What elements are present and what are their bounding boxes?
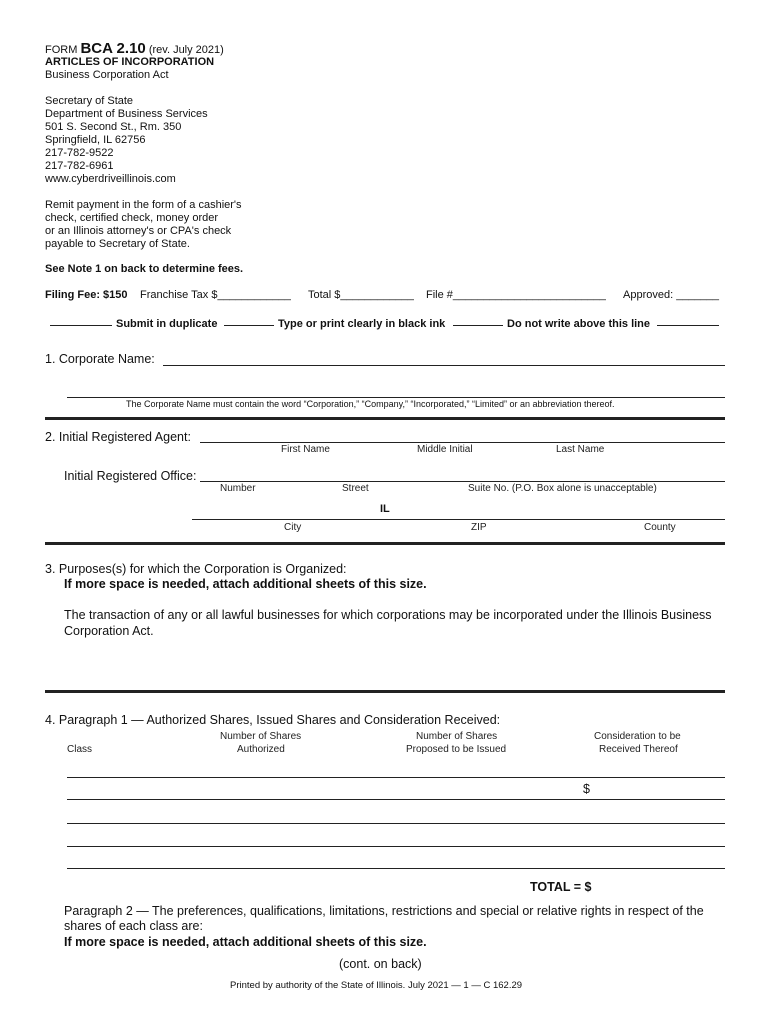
- divider: [224, 325, 274, 326]
- street-caption: Street: [342, 483, 369, 494]
- number-caption: Number: [220, 483, 256, 494]
- form-title: ARTICLES OF INCORPORATION: [45, 56, 215, 68]
- registered-office-label: Initial Registered Office:: [64, 469, 197, 483]
- shares-row-field[interactable]: [67, 823, 725, 824]
- state-value: IL: [380, 503, 390, 515]
- shares-label: 4. Paragraph 1 — Authorized Shares, Issued Shares and Consideration Received:: [45, 713, 501, 727]
- class-column-header: Class: [67, 744, 93, 755]
- corporate-name-note: The Corporate Name must contain the word “Corporation,” “Company,” “Incorporated,” “Limited” or an abbreviation thereof.: [126, 399, 615, 409]
- registered-office-field[interactable]: [200, 481, 725, 482]
- form-id: [45, 40, 224, 57]
- divider: [453, 325, 503, 326]
- registered-agent-label: 2. Initial Registered Agent:: [45, 430, 191, 444]
- corporate-name-field[interactable]: [163, 365, 725, 366]
- address-line: Springfield, IL 62756: [45, 134, 146, 146]
- submit-instruction: Submit in duplicate: [116, 318, 218, 330]
- purpose-text: The transaction of any or all lawful businesses for which corporations may be incorporated under the Illinois Business: [64, 608, 712, 622]
- more-space-note-2: If more space is needed, attach additional sheets of this size.: [64, 935, 427, 949]
- franchise-tax-field[interactable]: Franchise Tax $____________: [140, 289, 291, 301]
- purpose-text: Corporation Act.: [64, 624, 154, 638]
- corporate-name-label: 1. Corporate Name:: [45, 352, 155, 366]
- total-field[interactable]: Total $____________: [308, 289, 414, 301]
- last-name-caption: Last Name: [556, 444, 605, 455]
- total-label: TOTAL = $: [530, 880, 592, 894]
- address-line: 217-782-9522: [45, 147, 114, 159]
- remit-line: check, certified check, money order: [45, 212, 219, 224]
- authorized-column-header: Number of Shares: [220, 731, 302, 742]
- shares-row-field[interactable]: [67, 799, 725, 800]
- suite-caption: Suite No. (P.O. Box alone is unacceptable): [468, 483, 657, 494]
- printed-by-footer: Printed by authority of the State of Illinois. July 2021 — 1 — C 162.29: [230, 980, 523, 991]
- ink-instruction: Type or print clearly in black ink: [278, 318, 446, 330]
- address-line: 501 S. Second St., Rm. 350: [45, 121, 182, 133]
- approved-field[interactable]: Approved: _______: [623, 289, 720, 301]
- county-caption: County: [644, 522, 676, 533]
- zip-caption: ZIP: [471, 522, 487, 533]
- form-prefix: FORM: [45, 44, 78, 56]
- shares-row-field[interactable]: [67, 846, 725, 847]
- purposes-label: 3. Purposes(s) for which the Corporation is Organized:: [45, 562, 347, 576]
- remit-line: or an Illinois attorney's or CPA's check: [45, 225, 232, 237]
- website-link[interactable]: www.cyberdriveillinois.com: [45, 173, 176, 185]
- filing-fee: Filing Fee: $150: [45, 289, 128, 301]
- fee-note: See Note 1 on back to determine fees.: [45, 263, 244, 275]
- paragraph2-text: shares of each class are:: [64, 919, 203, 933]
- registered-agent-field[interactable]: [200, 442, 725, 443]
- section-divider: [45, 542, 725, 545]
- continued-note: (cont. on back): [339, 957, 422, 971]
- corporate-name-field-2[interactable]: [67, 397, 725, 398]
- consideration-column-header-2: Received Thereof: [599, 744, 678, 755]
- form-number: BCA 2.10: [80, 40, 146, 57]
- section-divider: [45, 690, 725, 693]
- section-divider: [45, 417, 725, 420]
- address-line: Department of Business Services: [45, 108, 208, 120]
- issued-column-header-2: Proposed to be Issued: [406, 744, 507, 755]
- divider: [50, 325, 112, 326]
- file-number-field[interactable]: File #_________________________: [426, 289, 606, 301]
- city-zip-county-field[interactable]: [192, 519, 725, 520]
- shares-row-field[interactable]: [67, 777, 725, 778]
- first-name-caption: First Name: [281, 444, 330, 455]
- address-line: 217-782-6961: [45, 160, 114, 172]
- divider: [657, 325, 719, 326]
- authorized-column-header-2: Authorized: [237, 744, 285, 755]
- dollar-sign: $: [583, 782, 590, 796]
- shares-row-field[interactable]: [67, 868, 725, 869]
- address-line: Secretary of State: [45, 95, 134, 107]
- do-not-write-instruction: Do not write above this line: [507, 318, 651, 330]
- remit-line: Remit payment in the form of a cashier's: [45, 199, 242, 211]
- issued-column-header: Number of Shares: [416, 731, 498, 742]
- consideration-column-header: Consideration to be: [594, 731, 681, 742]
- paragraph2-text: Paragraph 2 — The preferences, qualifications, limitations, restrictions and special or relative rights in respect of the: [64, 904, 704, 918]
- form-subtitle: Business Corporation Act: [45, 69, 169, 81]
- more-space-note: If more space is needed, attach additional sheets of this size.: [64, 577, 427, 591]
- middle-initial-caption: Middle Initial: [417, 444, 473, 455]
- city-caption: City: [284, 522, 302, 533]
- form-revision: (rev. July 2021): [148, 44, 224, 56]
- remit-line: payable to Secretary of State.: [45, 238, 190, 250]
